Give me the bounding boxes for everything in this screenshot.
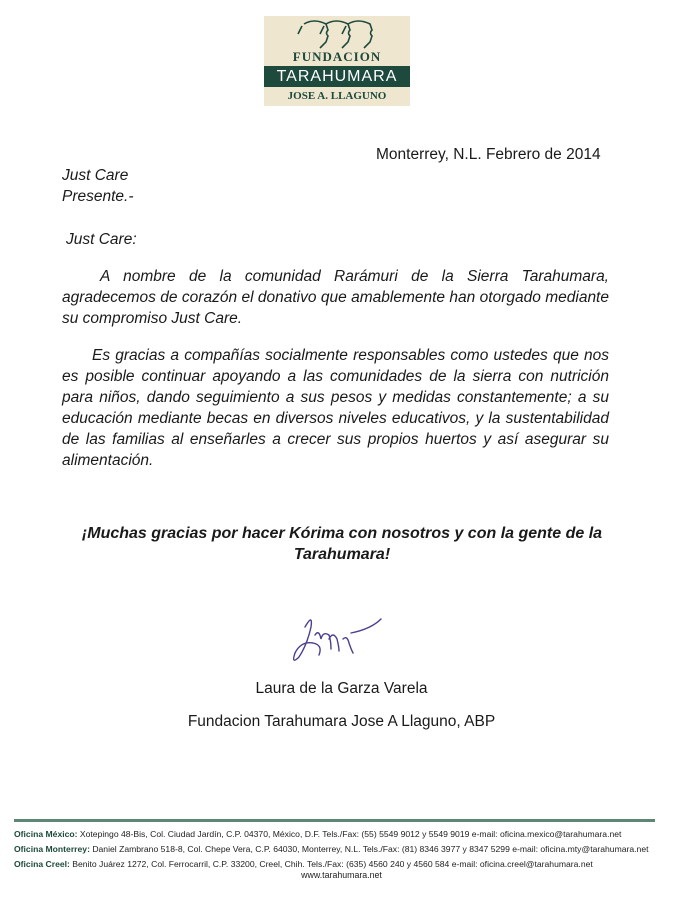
salutation: Just Care: (66, 231, 137, 248)
office-label: Oficina Creel: (14, 859, 70, 869)
logo-llaguno-text: JOSE A. LLAGUNO (287, 90, 387, 102)
presente-line: Presente.- (62, 188, 134, 205)
office-mexico (14, 827, 655, 842)
signer-name: Laura de la Garza Varela (255, 680, 428, 697)
office-monterrey (14, 842, 655, 857)
office-details: Benito Juárez 1272, Col. Ferrocarril, C.P. 33200, Creel, Chih. Tels./Fax: (635) 4560 240 y 4560 584 e-mail: oficina.creel@tarahumara.net (69, 859, 593, 869)
closing-thanks: ¡Muchas gracias por hacer Kórima con nosotros y con la gente de la Tarahumara! (81, 525, 603, 563)
body-paragraph-1: A nombre de la comunidad Rarámuri de la Sierra Tarahumara, agradecemos de corazón el donativo que amablemente han otorgado mediante su compromiso Just Care. (62, 268, 609, 327)
recipient-name: Just Care (62, 167, 129, 184)
recipient-block (62, 165, 134, 207)
office-details: Xotepingo 48-Bis, Col. Ciudad Jardín, C.P. 04370, México, D.F. Tels./Fax: (55) 5549 9012 y 5549 9019 e-mail: oficina.mexico@tarahumara.net (77, 829, 622, 839)
footer-offices (14, 827, 655, 872)
handwritten-signature (285, 605, 405, 665)
website-link[interactable]: www.tarahumara.net (301, 870, 382, 880)
office-details: Daniel Zambrano 518-8, Col. Chepe Vera, C.P. 64030, Monterrey, N.L. Tels./Fax: (81) 8346 3977 y 8347 5299 e-mail: oficina.mty@tarahumara.net (89, 844, 649, 854)
logo-fundacion-text: FUNDACION (292, 49, 382, 64)
logo-tarahumara-band: TARAHUMARA (264, 66, 410, 87)
signer-organization: Fundacion Tarahumara Jose A Llaguno, ABP (187, 713, 496, 730)
office-label: Oficina Monterrey: (14, 844, 90, 854)
footer-divider (14, 819, 655, 822)
body-paragraph-2: Es gracias a compañías socialmente responsables como ustedes que nos es posible continuar apoyando a las comunidades de la sierra con nutrición para niños, dando seguimiento a sus pesos y medidas constantemente; a su educación mediante becas en diversos niveles educativos, y la sustentabilidad de las familias al enseñarles a crecer sus propios huertos y así asegurar su alimentación. (62, 347, 609, 469)
office-label: Oficina México: (14, 829, 78, 839)
logo-faces-icon (264, 16, 410, 50)
letter-date: Monterrey, N.L. Febrero de 2014 (376, 146, 601, 163)
foundation-logo (264, 16, 410, 106)
